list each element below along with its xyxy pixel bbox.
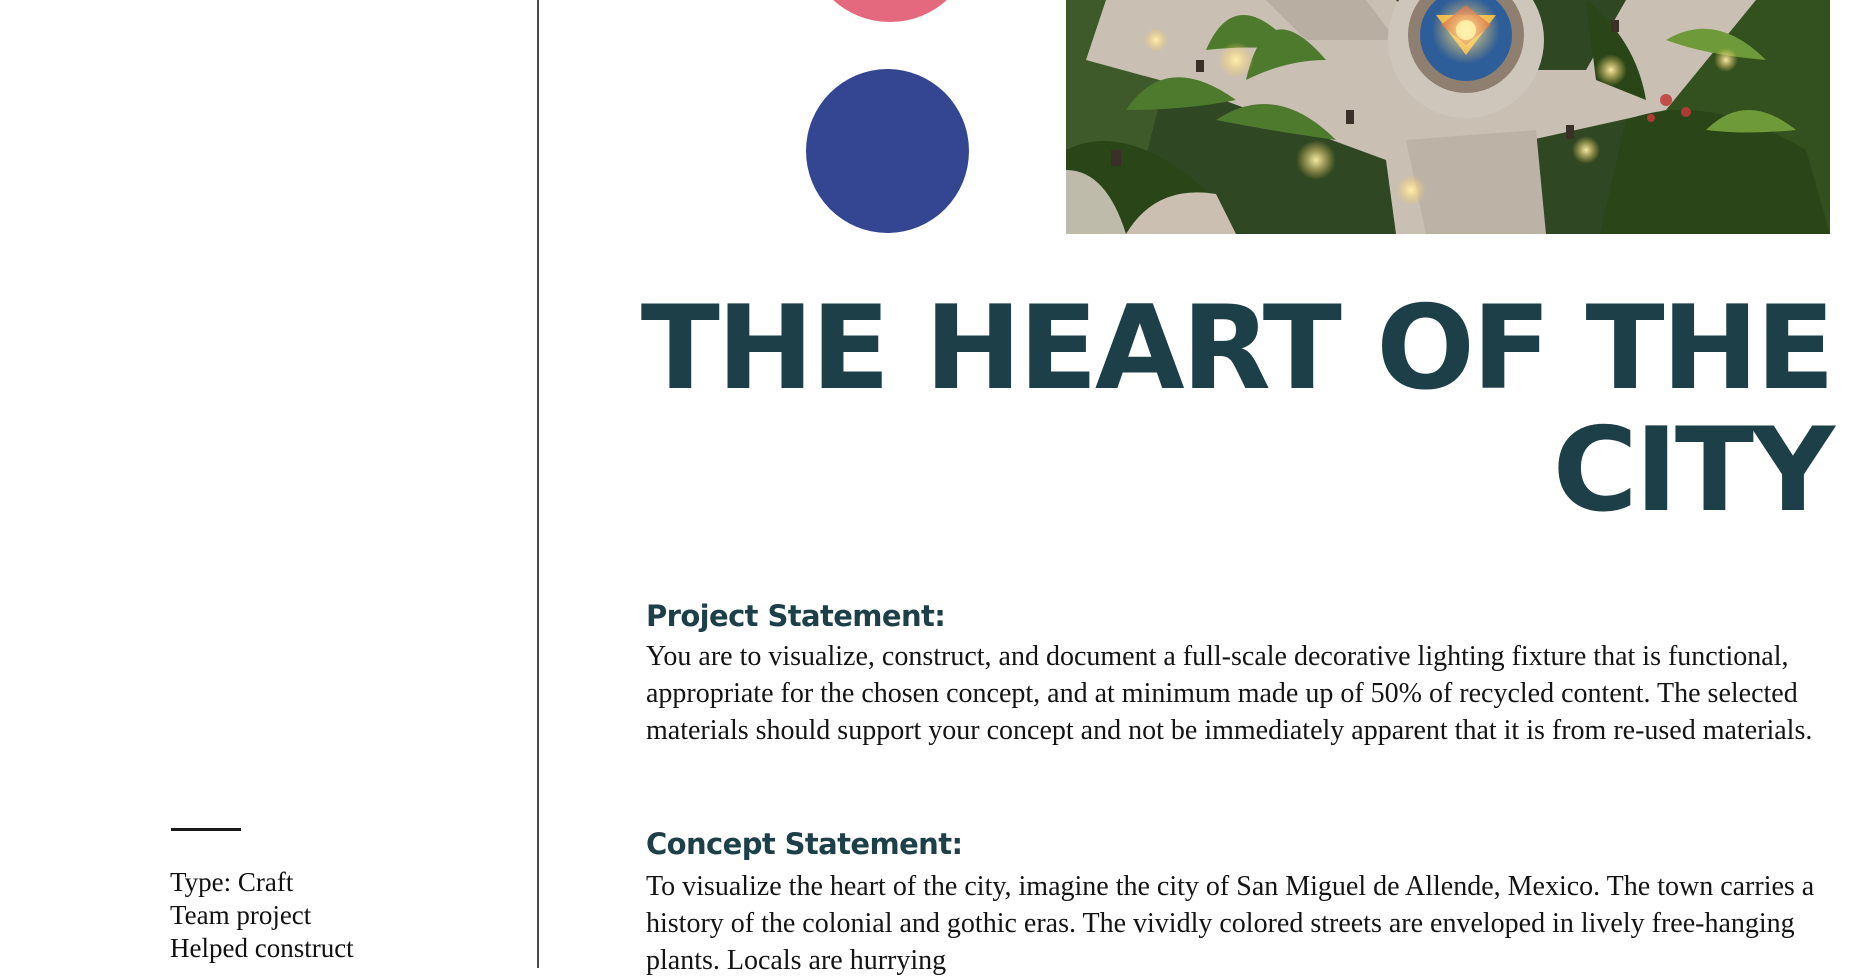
page-title [600, 281, 1832, 538]
detail-team: Team project [170, 900, 312, 930]
project-details [170, 866, 354, 965]
courtyard-fountain-aerial-photo [1066, 0, 1830, 234]
concept-statement-heading: Concept Statement: [646, 827, 963, 861]
title-line-2: CITY [1552, 403, 1832, 538]
detail-role: Helped construct [170, 933, 354, 963]
concept-statement-body: To visualize the heart of the city, imagine the city of San Miguel de Allende, Mexico. The town carries a history of the colonial and gothic eras. The vividly colored streets are enveloped in lively free-hanging plants. Locals are hurrying [646, 871, 1815, 976]
project-statement-heading: Project Statement: [646, 599, 946, 633]
title-line-1: THE HEART OF THE [640, 281, 1832, 416]
vertical-divider [537, 0, 539, 968]
short-horizontal-rule [171, 828, 241, 831]
blue-circle [806, 69, 969, 233]
detail-type: Type: Craft [170, 867, 294, 897]
project-statement-body: You are to visualize, construct, and document a full-scale decorative lighting fixture that is functional, appropriate for the chosen concept, and at minimum made up of 50% of recycled content. The selected materials should support your concept and not be immediately apparent that it is from re-used materials. [646, 641, 1813, 746]
pink-circle [807, 0, 973, 22]
